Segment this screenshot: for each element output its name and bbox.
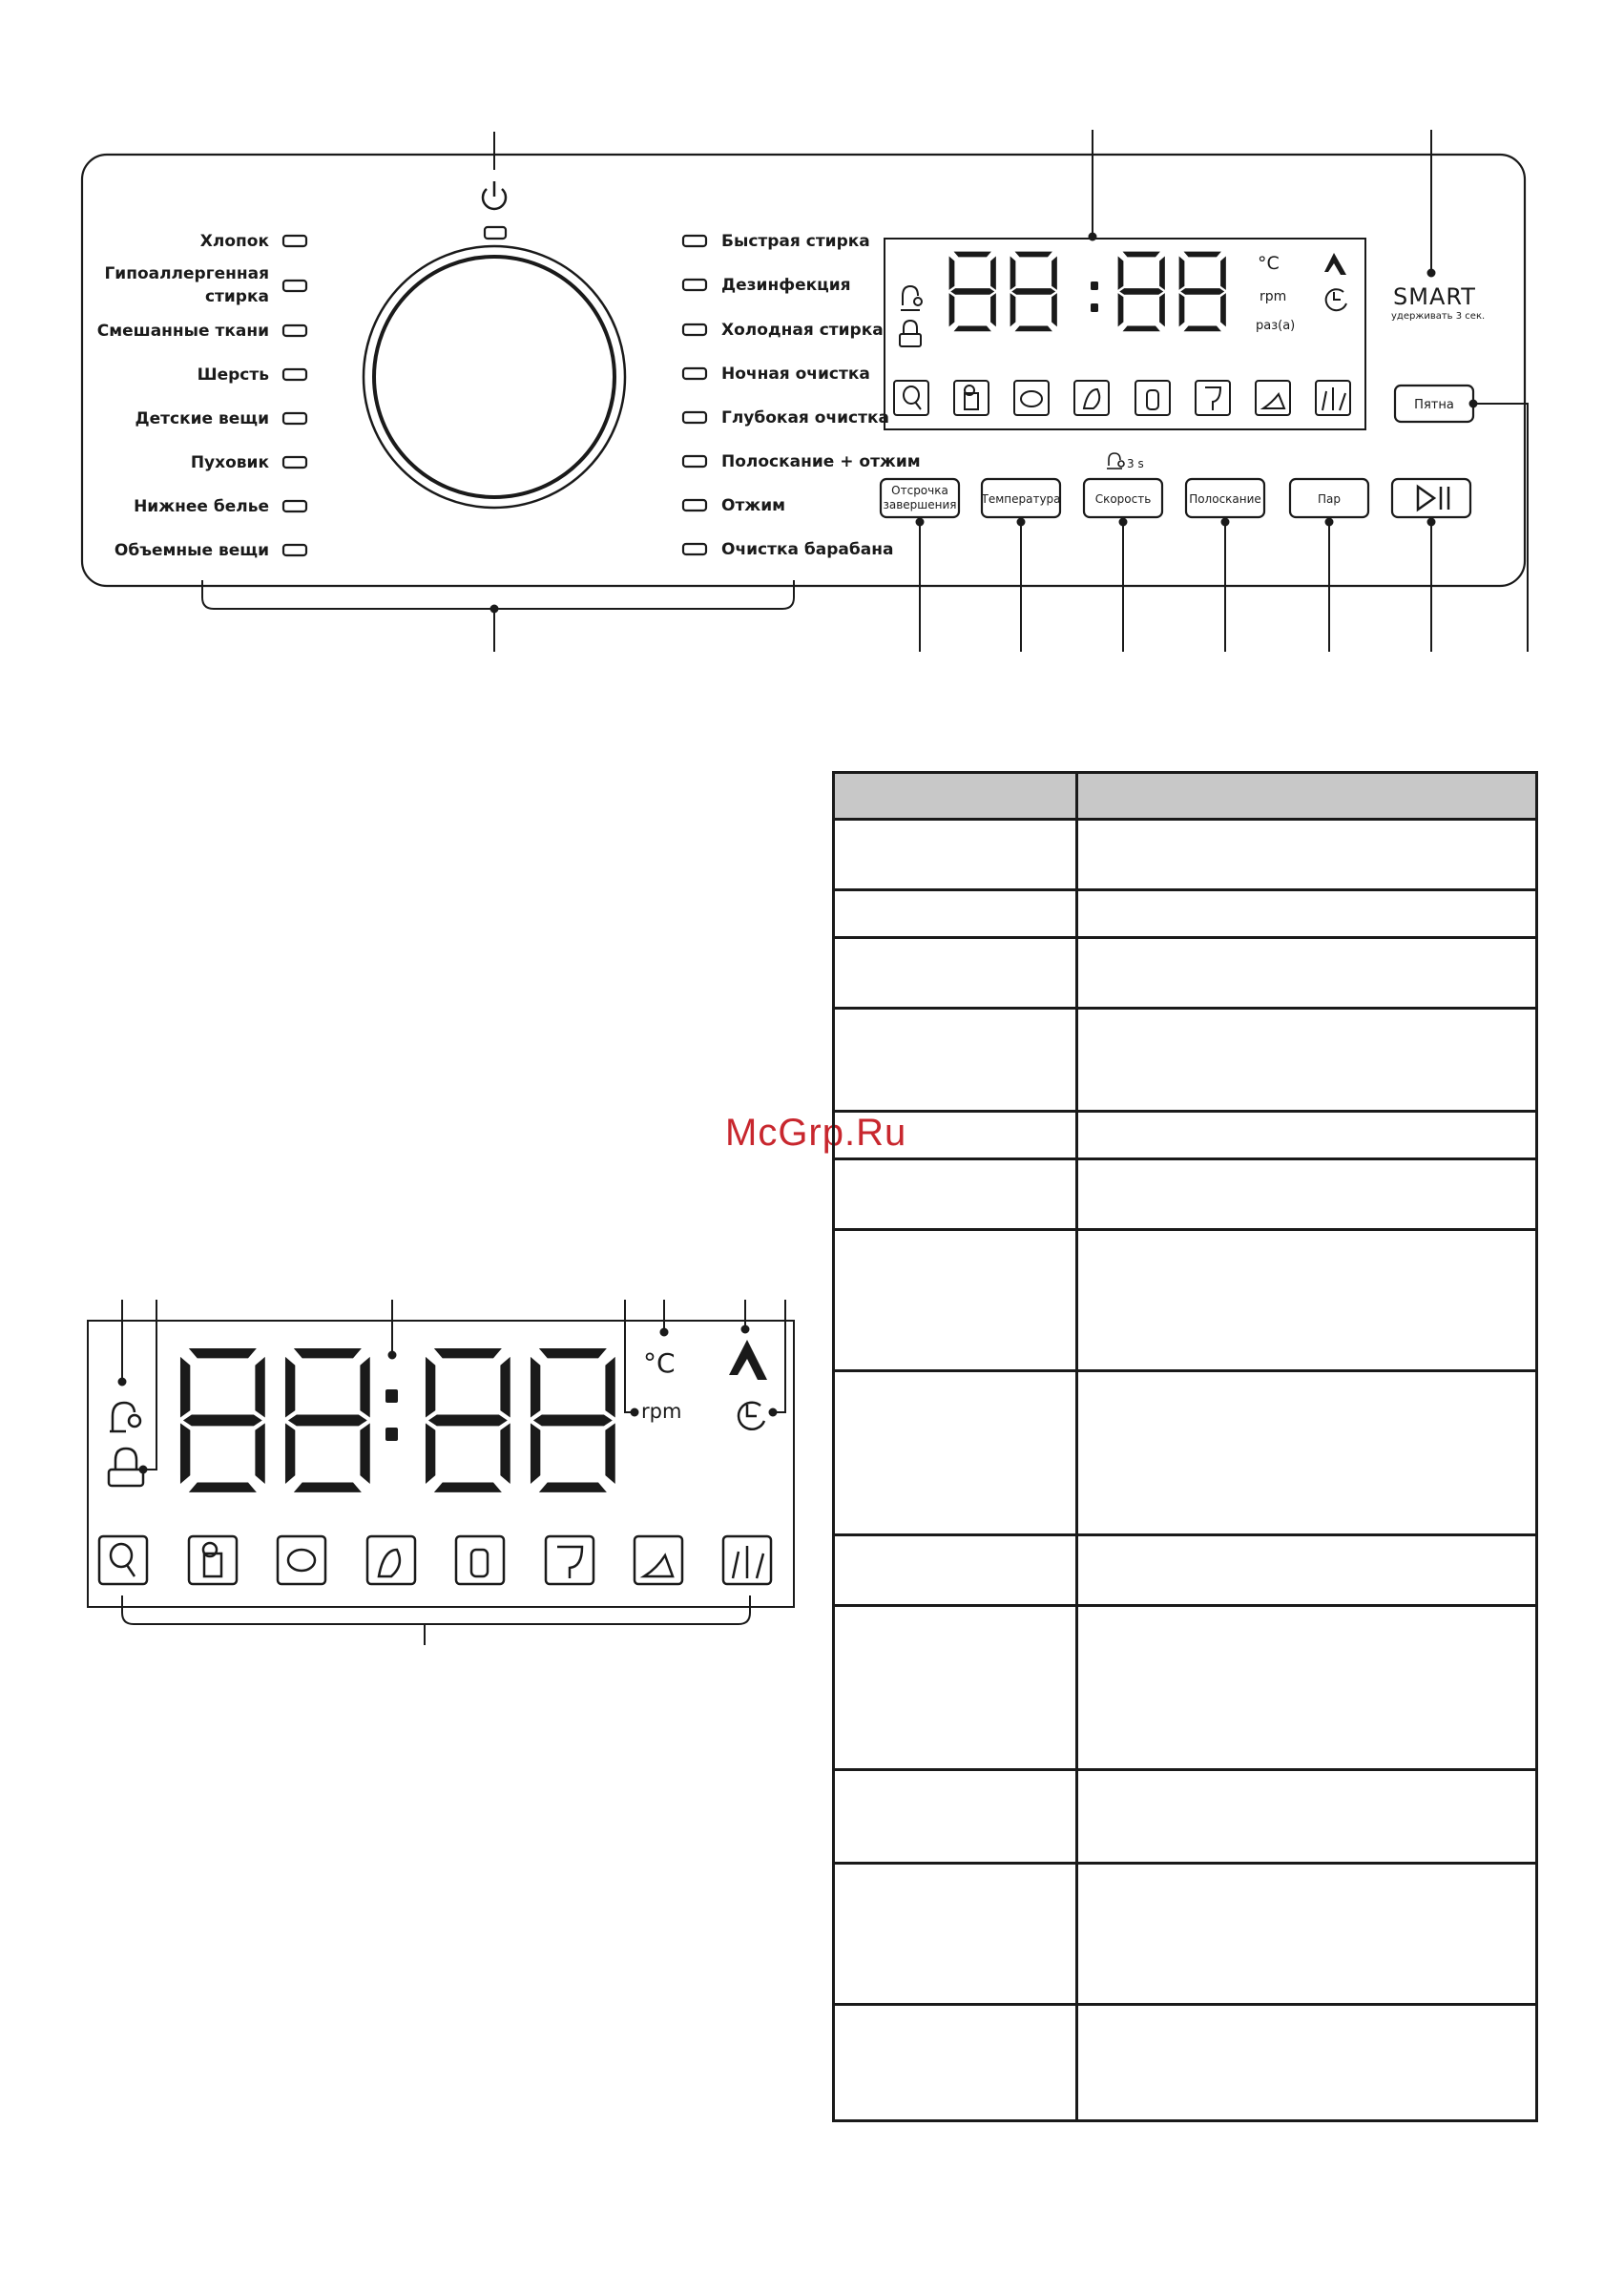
smart-label[interactable]: SMART [1393, 283, 1476, 310]
table-row [834, 1371, 1537, 1535]
delay-finish-line2: завершения [883, 498, 957, 511]
program-cold[interactable]: Холодная стирка [721, 321, 884, 340]
child-lock-hint: 3 s [1127, 457, 1144, 470]
table-row [834, 938, 1537, 1009]
door-lock-icon [900, 321, 921, 346]
display-detail [88, 1300, 794, 1645]
program-mixed[interactable]: Смешанные ткани [96, 322, 269, 341]
detail-unit-temp: °C [643, 1347, 676, 1379]
unit-times: раз(а) [1256, 319, 1296, 333]
table-row [834, 1159, 1537, 1230]
rinse-button[interactable] [1186, 479, 1264, 517]
table-row [834, 1009, 1537, 1112]
speed-button[interactable] [1084, 479, 1162, 517]
smart-hint: удерживать 3 сек. [1391, 311, 1486, 322]
detail-stain-icons [99, 1536, 771, 1584]
table-row [834, 2005, 1537, 2121]
detail-timer-icon [739, 1403, 764, 1429]
stains-button-label: Пятна [1414, 398, 1454, 412]
steam-button[interactable] [1290, 479, 1368, 517]
table-row [834, 1112, 1537, 1159]
table-row [834, 1535, 1537, 1606]
steam-button-label: Пар [1318, 492, 1341, 506]
smart-a-icon [1324, 253, 1346, 275]
table-row [834, 820, 1537, 890]
table-row [834, 1864, 1537, 2005]
delay-finish-button[interactable] [881, 479, 959, 517]
detail-digits [180, 1348, 615, 1492]
program-down[interactable]: Пуховик [190, 453, 269, 472]
table-header-cell [1077, 773, 1537, 820]
start-pause-button[interactable] [1392, 479, 1470, 517]
play-pause-icon [1418, 487, 1448, 510]
program-underwear[interactable]: Нижнее белье [134, 497, 269, 516]
delay-finish-line1: Отсрочка [891, 484, 948, 497]
temperature-button-label: Температура [981, 492, 1061, 506]
time-readout-small: 88:88 [992, 420, 995, 421]
program-drum-clean[interactable]: Очистка барабана [721, 540, 894, 559]
program-disinfection[interactable]: Дезинфекция [721, 276, 851, 295]
timer-icon [1326, 289, 1346, 310]
display-small [885, 239, 1365, 429]
stains-button[interactable] [1395, 386, 1473, 422]
program-hypoallergenic-2: стирка [204, 287, 269, 306]
program-rinse-spin[interactable]: Полоскание + отжим [721, 452, 921, 471]
speed-button-label: Скорость [1094, 492, 1152, 506]
detail-icons-brace [122, 1595, 750, 1645]
table-header-cell [834, 773, 1077, 820]
program-hypoallergenic[interactable]: Гипоаллергенная [104, 264, 269, 283]
program-baby[interactable]: Детские вещи [135, 409, 269, 428]
table-row [834, 890, 1537, 938]
display-small-digits [949, 252, 1226, 332]
program-knob[interactable] [364, 246, 625, 508]
child-lock-hint-icon [1107, 453, 1124, 469]
temperature-button[interactable] [980, 479, 1060, 517]
table-header-row [834, 773, 1537, 820]
rinse-button-label: Полоскание [1189, 492, 1261, 506]
program-night[interactable]: Ночная очистка [721, 365, 870, 384]
power-led [485, 227, 506, 239]
detail-time-readout: 88:88 [286, 1527, 289, 1528]
program-wool[interactable]: Шерсть [197, 365, 269, 385]
unit-rpm: rpm [1260, 289, 1287, 304]
spec-table [832, 771, 1538, 2122]
programs-left [97, 232, 270, 560]
detail-smart-a-icon [729, 1340, 767, 1380]
power-icon[interactable] [483, 181, 506, 209]
program-spin[interactable]: Отжим [721, 496, 786, 515]
program-deep-clean[interactable]: Глубокая очистка [721, 408, 889, 427]
table-row [834, 1230, 1537, 1371]
table-row [834, 1770, 1537, 1864]
detail-door-lock-icon [109, 1449, 143, 1486]
watermark: McGrp.Ru [725, 1112, 907, 1154]
child-lock-icon [901, 286, 922, 310]
table-row [834, 1606, 1537, 1770]
program-bulky[interactable]: Объемные вещи [114, 541, 269, 560]
stain-icons-small [894, 381, 1350, 415]
program-leds-right [683, 236, 706, 554]
detail-child-lock-icon [110, 1403, 140, 1431]
stains-callout [1470, 401, 1529, 653]
unit-temp: °C [1258, 253, 1280, 274]
program-leds-left [283, 236, 306, 555]
buttons-row [881, 479, 1470, 517]
program-cotton[interactable]: Хлопок [199, 232, 269, 251]
detail-unit-rpm: rpm [641, 1400, 682, 1423]
programs-brace [202, 580, 794, 652]
program-quick[interactable]: Быстрая стирка [721, 232, 870, 251]
detail-callouts [119, 1300, 786, 1473]
